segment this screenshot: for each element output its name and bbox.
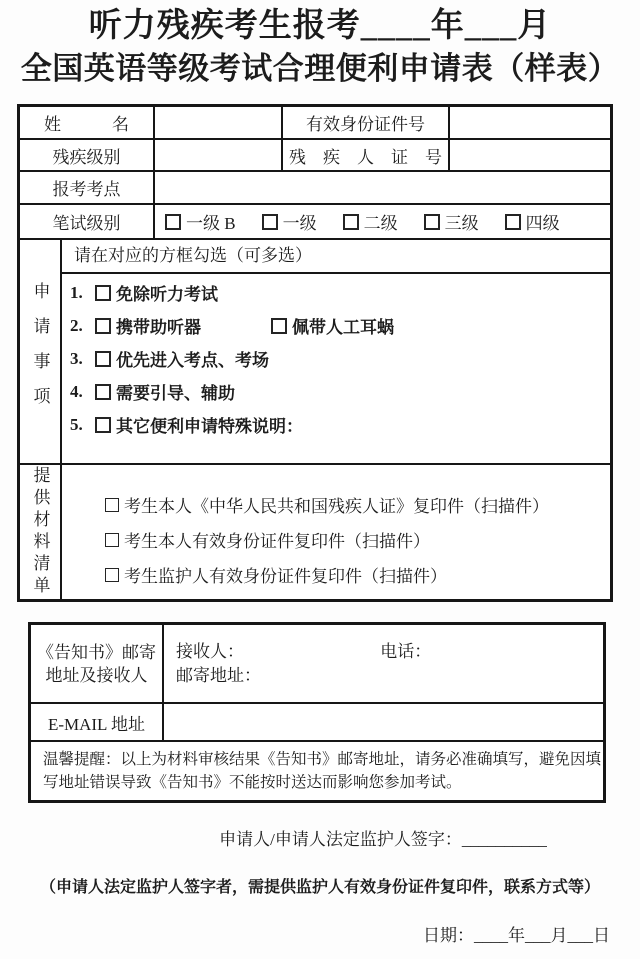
- disability-level-label: 残疾级别: [20, 140, 155, 170]
- option-label-level-4: 四级: [525, 214, 560, 233]
- main-form-table: [17, 104, 613, 602]
- item-number: 2.: [70, 315, 83, 335]
- reminder-line1: 温馨提醒：以上为材料审核结果《告知书》邮寄地址，请务必准确填写，避免因填: [43, 751, 602, 768]
- written-level-option-3: [424, 209, 479, 234]
- apply-side-label: 申请事项: [30, 281, 50, 422]
- item-number: 5.: [70, 414, 83, 434]
- receiver-phone-line: [176, 640, 603, 664]
- reminder-text: [31, 742, 613, 800]
- reminder-line2: 写地址错误导致《告知书》不能按时送达而影响您参加考试。: [43, 774, 462, 791]
- form-title-line2: 全国英语等级考试合理便利申请表（样表）: [20, 51, 620, 86]
- checkbox-exempt-listening[interactable]: [95, 285, 111, 301]
- materials-content-cell: [62, 465, 610, 599]
- row-disability: [20, 140, 610, 172]
- checkbox-id-copy[interactable]: [105, 533, 119, 547]
- written-level-option-4: [505, 209, 560, 234]
- email-label: E-MAIL 地址: [31, 704, 164, 740]
- row-test-site: [20, 172, 610, 205]
- disability-cert-input-cell[interactable]: [450, 140, 610, 170]
- checkbox-disability-cert-copy[interactable]: [105, 498, 119, 512]
- mailing-label-line2: 地址及接收人: [45, 665, 148, 685]
- item-label-cochlear-implant: 佩带人工耳蜗: [292, 318, 394, 337]
- mailing-label: [31, 625, 164, 702]
- test-site-label: 报考考点: [20, 172, 155, 203]
- item-number: 1.: [70, 282, 83, 302]
- checkbox-level-1b[interactable]: [165, 214, 181, 230]
- item-label-other-special: 其它便利申请特殊说明：: [116, 417, 303, 436]
- row-mailing: [31, 625, 603, 704]
- material-item-2: [105, 522, 610, 557]
- option-label-level-3: 三级: [444, 214, 479, 233]
- material-label-disability-cert-copy: 考生本人《中华人民共和国残疾人证》复印件（扫描件）: [124, 497, 549, 516]
- row-materials: [20, 465, 610, 599]
- row-written-level: [20, 205, 610, 240]
- row-reminder: [31, 742, 603, 800]
- mailing-input-cell[interactable]: [164, 625, 603, 702]
- materials-side-label-cell: [20, 465, 62, 599]
- test-site-input-cell[interactable]: [155, 172, 610, 203]
- written-level-label: 笔试级别: [20, 205, 155, 238]
- material-item-3: [105, 557, 610, 592]
- form-title: [0, 0, 640, 90]
- disability-level-input-cell[interactable]: [155, 140, 283, 170]
- mailing-table: [28, 622, 606, 803]
- checkbox-priority-entry[interactable]: [95, 351, 111, 367]
- checkbox-cochlear-implant[interactable]: [271, 318, 287, 334]
- option-label-level-1b: 一级 B: [186, 214, 236, 233]
- guardian-note: （申请人法定监护人签字者，需提供监护人有效身份证件复印件，联系方式等）: [39, 879, 600, 896]
- checkbox-level-2[interactable]: [343, 214, 359, 230]
- date-line[interactable]: 日期：____年___月___日: [423, 926, 610, 945]
- apply-item-4: [70, 375, 610, 408]
- apply-item-1: [70, 276, 610, 309]
- checkbox-level-1[interactable]: [262, 214, 278, 230]
- form-title-line1: 听力残疾考生报考____年___月: [88, 8, 552, 44]
- row-apply-items: [20, 240, 610, 465]
- item-number: 3.: [70, 348, 83, 368]
- item-label-exempt-listening: 免除听力考试: [116, 285, 218, 304]
- id-number-input-cell[interactable]: [450, 107, 610, 138]
- phone-label: 电话：: [380, 642, 432, 661]
- apply-content-cell: [62, 240, 610, 463]
- checkbox-level-3[interactable]: [424, 214, 440, 230]
- materials-side-label: 提供材料清单: [30, 466, 50, 598]
- apply-side-label-cell: [20, 240, 62, 463]
- receiver-label: 接收人：: [176, 642, 244, 661]
- checkbox-guardian-id-copy[interactable]: [105, 568, 119, 582]
- mail-address-label: 邮寄地址：: [176, 666, 261, 685]
- apply-item-2: [70, 309, 610, 342]
- option-label-level-2: 二级: [363, 214, 398, 233]
- written-level-options: [155, 205, 610, 238]
- item-label-hearing-aid: 携带助听器: [116, 318, 201, 337]
- id-number-label: 有效身份证件号: [283, 107, 450, 138]
- item-label-guidance-assist: 需要引导、辅助: [116, 384, 235, 403]
- name-input-cell[interactable]: [155, 107, 283, 138]
- written-level-option-2: [343, 209, 398, 234]
- option-label-level-1: 一级: [282, 214, 317, 233]
- material-label-guardian-id-copy: 考生监护人有效身份证件复印件（扫描件）: [124, 567, 447, 586]
- apply-item-5: [70, 408, 610, 441]
- email-input-cell[interactable]: [164, 704, 603, 740]
- checkbox-other-special[interactable]: [95, 417, 111, 433]
- item-number: 4.: [70, 381, 83, 401]
- signature-line[interactable]: 申请人/申请人法定监护人签字：__________: [219, 830, 547, 849]
- written-level-option-1b: [165, 209, 236, 234]
- disability-cert-label: 残 疾 人 证 号: [283, 140, 450, 170]
- checkbox-hearing-aid[interactable]: [95, 318, 111, 334]
- checkbox-guidance-assist[interactable]: [95, 384, 111, 400]
- apply-item-list: [62, 274, 610, 463]
- apply-item-3: [70, 342, 610, 375]
- written-level-option-1: [262, 209, 317, 234]
- mailing-label-line1: 《告知书》邮寄: [37, 642, 156, 662]
- row-name-id: [20, 107, 610, 140]
- material-label-id-copy: 考生本人有效身份证件复印件（扫描件）: [124, 532, 430, 551]
- row-email: [31, 704, 603, 742]
- item-label-priority-entry: 优先进入考点、考场: [116, 351, 269, 370]
- checkbox-level-4[interactable]: [505, 214, 521, 230]
- name-label: 姓 名: [20, 107, 155, 138]
- apply-hint: 请在对应的方框勾选（可多选）: [62, 240, 610, 274]
- material-item-1: [105, 487, 610, 522]
